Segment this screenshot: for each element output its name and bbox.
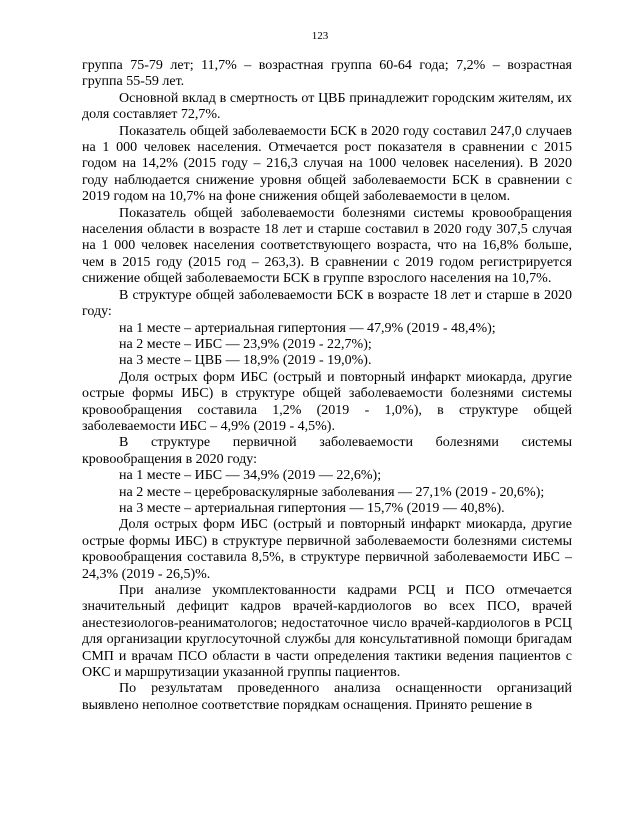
list-item: на 3 месте – артериальная гипертония — 15,7% (2019 — 40,8%). [119, 500, 505, 516]
paragraph: Основной вклад в смертность от ЦВБ принадлежит городским жителям, их доля составляет 72,7%. [82, 90, 572, 123]
paragraph: Доля острых форм ИБС (острый и повторный инфаркт миокарда, другие острые формы ИБС) в структуре общей заболеваемости болезнями системы кровообращения составила 1,2% (2019 - 1,0%), в структуре общей заболеваемости ИБС – 4,9% (2019 - 4,5%). [82, 369, 572, 434]
list-item: на 1 месте – ИБС — 34,9% (2019 — 22,6%); [119, 468, 382, 484]
paragraph: В структуре первичной заболеваемости болезнями системы кровообращения в 2020 году: [82, 435, 572, 467]
paragraph: В структуре общей заболеваемости БСК в возрасте 18 лет и старше в 2020 году: [82, 287, 572, 320]
paragraph: Доля острых форм ИБС (острый и повторный инфаркт миокарда, другие острые формы ИБС) в структуре первичной заболеваемости болезнями системы кровообращения составила 8,5%, в структуре первичной заболеваемости ИБС –24,3% (2019 - 26,5)%. [82, 517, 572, 582]
list-item: на 2 месте – ИБС — 23,9% (2019 - 22,7%); [119, 336, 372, 352]
paragraph: Показатель общей заболеваемости БСК в 2020 году составил 247,0 случаев на 1 000 человек населения. Отмечается рост показателя в сравнении с 2015 годом на 14,2% (2015 году – 216,3 случая на 1000 человек населения). В 2020 году наблюдается снижение уровня общей заболеваемости БСК в сравнении с 2019 годом на 10,7% на фоне снижения общей заболеваемости в целом. [82, 123, 572, 205]
list-item: на 1 месте – артериальная гипертония — 47,9% (2019 - 48,4%); [119, 320, 496, 336]
list-item: на 3 месте – ЦВБ — 18,9% (2019 - 19,0%). [119, 353, 372, 369]
page-number: 123 [311, 30, 329, 42]
paragraph: Показатель общей заболеваемости болезнями системы кровообращения населения области в возрасте 18 лет и старше составил в 2020 году 307,5 случая на 1 000 человек населения соответствующего возраста, что на 16,8% больше, чем в 2015 году (2015 год – 263,3). В сравнении с 2019 годом регистрируется снижение общей заболеваемости БСК в группе взрослого населения на 10,7%. [82, 205, 572, 287]
paragraph: При анализе укомплектованности кадрами РСЦ и ПСО отмечается значительный дефицит кадров врачей-кардиологов во всех ПСО, врачей анестезиологов-реаниматологов; недостаточное число врачей-кардиологов в РСЦ для организации круглосуточной службы для консультативной помощи бригадам СМП и врачам ПСО области в части определения тактики ведения пациентов с ОКС и маршрутизации указанной группы пациентов. [82, 583, 572, 681]
list-item: на 2 месте – цереброваскулярные заболевания — 27,1% (2019 - 20,6%); [119, 484, 545, 500]
paragraph: По результатам проведенного анализа оснащенности организаций выявлено неполное соответствие порядкам оснащения. Принято решение в [82, 681, 572, 713]
paragraph: группа 75-79 лет; 11,7% – возрастная группа 60-64 года; 7,2% – возрастная группа 55-59 лет. [82, 58, 572, 90]
body-text [82, 58, 572, 714]
